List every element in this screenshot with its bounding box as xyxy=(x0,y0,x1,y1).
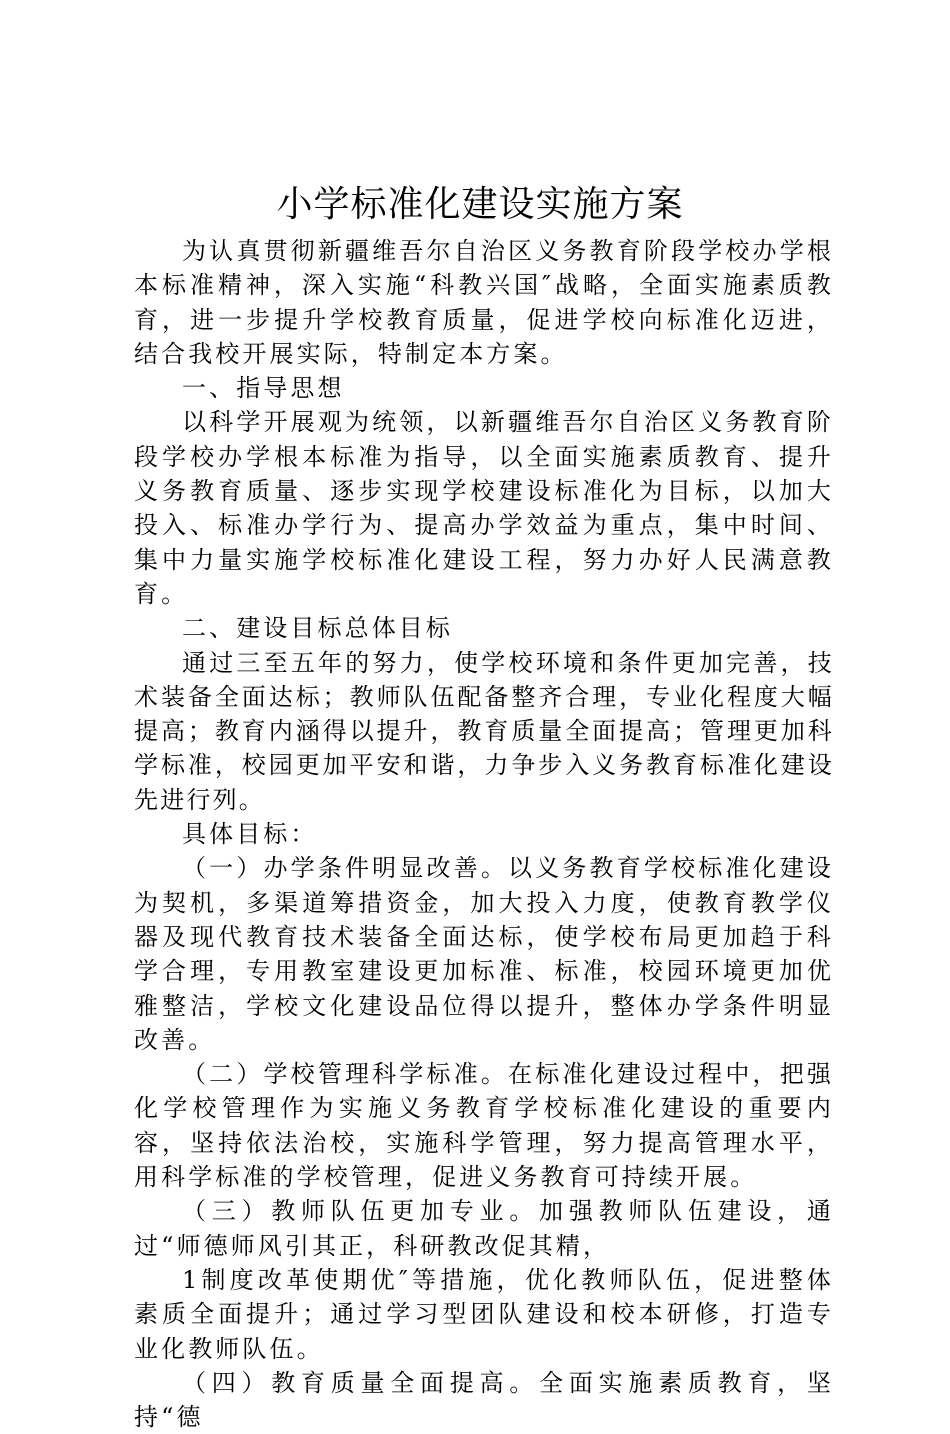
goal-1-paragraph: （一）办学条件明显改善。以义务教育学校标准化建设为契机，多渠道筹措资金，加大投入力度，使教育教学仪器及现代教育技术装备全面达标，使学校布局更加趋于科学合理，专用教室建设更加标准、标准，校园环境更加优雅整洁，学校文化建设品位得以提升，整体办学条件明显改善。 xyxy=(134,854,834,1054)
specific-goals-heading: 具体目标： xyxy=(182,820,318,849)
overall-goals-paragraph: 通过三至五年的努力，使学校环境和条件更加完善，技术装备全面达标；教师队伍配备整齐合理，专业化程度大幅提高；教育内涵得以提升，教育质量全面提高；管理更加科学标准，校园更加平安和谐，力争步入义务教育标准化建设先进行列。 xyxy=(134,648,834,814)
section-heading-guiding-ideology: 一、指导思想 xyxy=(182,374,345,403)
goal-3-continued-paragraph: 1制度改革使期优″等措施，优化教师队伍，促进整体素质全面提升；通过学习型团队建设和校本研修，打造专业化教师队伍。 xyxy=(134,1265,834,1363)
goal-2-paragraph: （二）学校管理科学标准。在标准化建设过程中，把强化学校管理作为实施义务教育学校标准化建设的重要内容，坚持依法治校，实施科学管理，努力提高管理水平，用科学标准的学校管理，促进义务教育可持续开展。 xyxy=(134,1060,834,1192)
goal-3-paragraph: （三）教师队伍更加专业。加强教师队伍建设，通过“师德师风引其正，科研教改促其精， xyxy=(134,1197,834,1260)
goal-4-paragraph: （四）教育质量全面提高。全面实施素质教育，坚持“德 xyxy=(134,1368,834,1432)
document-title: 小学标准化建设实施方案 xyxy=(276,184,684,225)
section-heading-construction-goals: 二、建设目标总体目标 xyxy=(182,614,453,643)
document-body xyxy=(134,234,834,1434)
intro-paragraph: 为认真贯彻新疆维吾尔自治区义务教育阶段学校办学根本标准精神，深入实施“科教兴国″战略，全面实施素质教育，进一步提升学校教育质量，促进学校向标准化迈进，结合我校开展实际，特制定本方案。 xyxy=(134,237,834,368)
guiding-ideology-paragraph: 以科学开展观为统领，以新疆维吾尔自治区义务教育阶段学校办学根本标准为指导，以全面实施素质教育、提升义务教育质量、逐步实现学校建设标准化为目标，以加大投入、标准办学行为、提高办学效益为重点，集中时间、集中力量实施学校标准化建设工程，努力办好人民满意教育。 xyxy=(134,408,834,608)
